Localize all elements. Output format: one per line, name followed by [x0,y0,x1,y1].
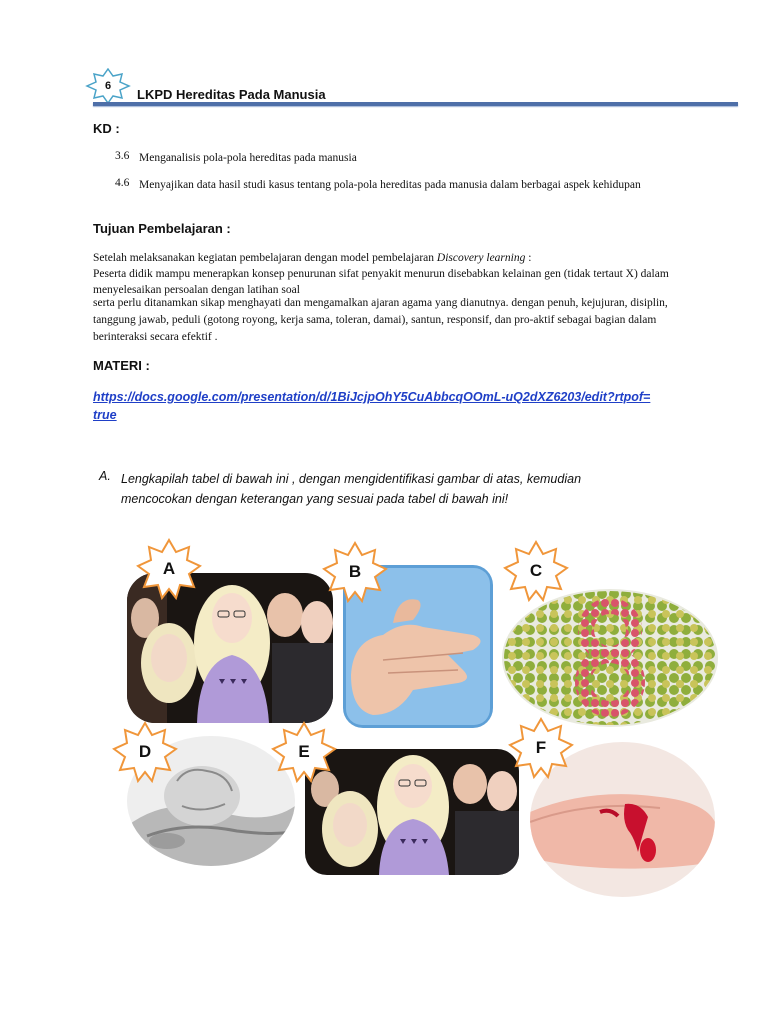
document-title: LKPD Hereditas Pada Manusia [137,87,326,102]
task-letter: A. [99,469,111,483]
header-divider [93,102,738,106]
kd-item-number: 3.6 [115,150,130,162]
photo-e-family [305,749,519,875]
tujuan-intro [93,250,693,266]
tujuan-model-name: Discovery learning [436,252,526,264]
star-label-b: B [348,562,362,581]
star-label-a: A [162,559,176,578]
page-number: 6 [104,80,112,92]
tujuan-paragraph: Peserta didik mampu menerapkan konsep penurunan sifat penyakit menurun disebabkan kelainan gen (tidak tertaut X) dalam menyelesaikan persoalan dengan latihan soal [93,268,669,296]
star-label-f: F [535,738,547,757]
task-instruction: Lengkapilah tabel di bawah ini , dengan mengidentifikasi gambar di atas, kemudian mencocokan dengan keterangan yang sesuai pada tabel di bawah ini! [121,472,582,506]
kd-item-text: Menganalisis pola-pola hereditas pada manusia [139,152,357,164]
tujuan-intro-colon: : [525,252,532,264]
photo-c-ishihara-test [500,588,720,728]
star-label-d: D [138,742,152,761]
tujuan-paragraph: serta perlu ditanamkan sikap menghayati dan mengamalkan ajaran agama yang dianutnya. dengan penuh, kejujuran, disiplin, tanggung jawab, peduli (gotong royong, kerja sama, toleran, damai), santun, responsif, dan pro-aktif sebagai bagian dalam berinteraksi secara efektif . [93,297,668,343]
materi-heading: MATERI : [93,358,150,373]
kd-item-number: 4.6 [115,177,130,189]
materi-link[interactable]: https://docs.google.com/presentation/d/1BiJcjpOhY5CuAbbcqOOmL-uQ2dXZ6203/edit?rtpof=true [93,390,651,422]
kd-item-text: Menyajikan data hasil studi kasus tentang pola-pola hereditas pada manusia dalam berbagai aspek kehidupan [139,179,641,191]
kd-heading: KD : [93,121,120,136]
tujuan-intro-text: Setelah melaksanakan kegiatan pembelajaran dengan model pembelajaran [93,252,437,264]
star-label-e: E [298,742,310,761]
star-label-c: C [529,561,543,580]
tujuan-heading: Tujuan Pembelajaran : [93,221,231,236]
